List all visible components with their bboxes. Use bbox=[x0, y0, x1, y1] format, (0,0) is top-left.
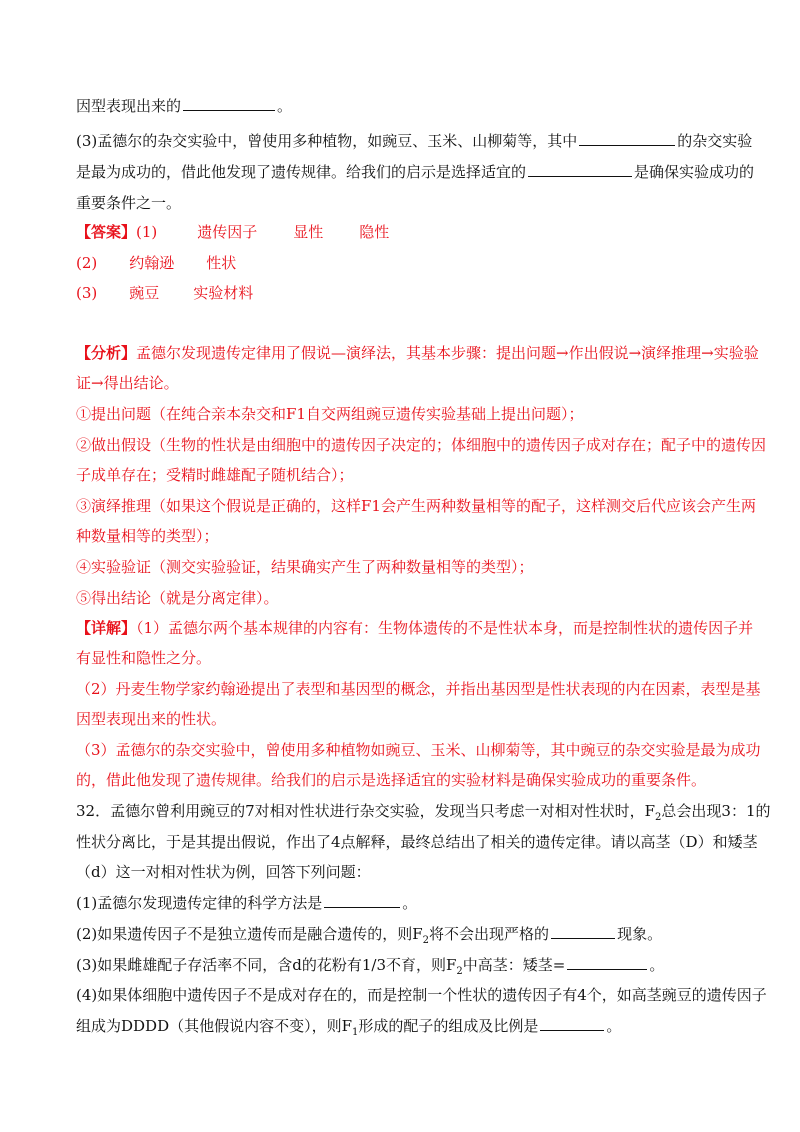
q32-text: 性状分离比，于是其提出假说，作出了4点解释，最终总结出了相关的遗传定律。请以高茎（D）和矮茎 bbox=[76, 833, 758, 851]
q31-line-1 bbox=[76, 96, 292, 116]
q32-text: (2)如果遗传因子不是独立遗传而是融合遗传的，则F bbox=[76, 925, 423, 943]
answer-item: 性状 bbox=[206, 254, 237, 272]
detail-text: （2）丹麦生物学家约翰逊提出了表型和基因型的概念，并指出基因型是性状表现的内在因素，表型是基 bbox=[76, 680, 761, 698]
q31-text: 。 bbox=[277, 97, 293, 115]
analysis-step-1 bbox=[76, 404, 583, 424]
q32-line-3 bbox=[76, 862, 371, 882]
q32-item-1 bbox=[76, 893, 417, 913]
analysis-step-2-line-2 bbox=[76, 465, 354, 485]
detail-line-1 bbox=[76, 618, 753, 638]
q32-item-4-line-1 bbox=[76, 985, 767, 1005]
q31-3-line-3 bbox=[76, 193, 181, 213]
detail-text: （1）孟德尔两个基本规律的内容有：生物体遗传的不是性状本身，而是控制性状的遗传因子并 bbox=[136, 619, 754, 637]
analysis-text: ③演绎推理（如果这个假说是正确的，这样F1会产生两种数量相等的配子，这样测交后代应该会产生两 bbox=[76, 497, 756, 515]
subscript: 1 bbox=[352, 1027, 359, 1038]
q32-text: 。 bbox=[402, 894, 418, 912]
q32-text: 32．孟德尔曾利用豌豆的7对相对性状进行杂交实验，发现当只考虑一对相对性状时，F bbox=[76, 802, 656, 820]
detail-text: （3）孟德尔的杂交实验中，曾使用多种植物如豌豆、玉米、山柳菊等，其中豌豆的杂交实验是最为成功 bbox=[76, 741, 761, 759]
q32-text: 现象。 bbox=[617, 925, 663, 943]
answer-item: 遗传因子 bbox=[197, 223, 258, 241]
q32-line-2 bbox=[76, 832, 758, 852]
detail-text: 的，借此他发现了遗传规律。给我们的启示是选择适宜的实验材料是确保实验成功的重要条件。 bbox=[76, 771, 707, 789]
subscript: 2 bbox=[422, 935, 430, 946]
q32-text: (4)如果体细胞中遗传因子不是成对存在的，而是控制一个性状的遗传因子有4个，如高茎豌豆的遗传因子 bbox=[76, 986, 767, 1004]
answer-row-2 bbox=[76, 253, 236, 273]
answer-blank[interactable] bbox=[567, 955, 647, 970]
answer-item: 实验材料 bbox=[193, 284, 254, 302]
q31-text: 因型表现出来的 bbox=[76, 97, 182, 115]
answer-number: (3) bbox=[76, 284, 98, 302]
answer-blank[interactable] bbox=[540, 1016, 604, 1031]
answer-item: 显性 bbox=[293, 223, 324, 241]
analysis-step-3-line-2 bbox=[76, 526, 219, 546]
q32-text: 形成的配子的组成及比例是 bbox=[358, 1017, 539, 1035]
q32-text: 总会出现3：1的 bbox=[661, 802, 771, 820]
subscript: 2 bbox=[456, 966, 463, 977]
analysis-text: 证→得出结论。 bbox=[76, 374, 179, 392]
analysis-step-5 bbox=[76, 588, 279, 608]
detail-line-5 bbox=[76, 740, 761, 760]
detail-text: 因型表现出来的性状。 bbox=[76, 710, 227, 728]
q31-3-text: 重要条件之一。 bbox=[76, 194, 182, 212]
q31-3-text: 是最为成功的，借此他发现了遗传规律。给我们的启示是选择适宜的 bbox=[76, 163, 527, 181]
answer-row-1 bbox=[76, 222, 389, 242]
detail-line-2 bbox=[76, 648, 211, 668]
q32-text: （d）这一对相对性状为例，回答下列问题： bbox=[76, 863, 371, 881]
q31-3-text: 的杂交实验 bbox=[677, 132, 753, 150]
q32-text: 将不会出现严格的 bbox=[429, 925, 550, 943]
analysis-text: 子成单存在；受精时雌雄配子随机结合）； bbox=[76, 466, 354, 484]
answer-number: (2) bbox=[76, 254, 98, 272]
analysis-tag: 【分析】 bbox=[76, 344, 137, 362]
detail-text: 有显性和隐性之分。 bbox=[76, 649, 212, 667]
analysis-step-2-line-1 bbox=[76, 435, 766, 455]
answer-tag: 【答案】 bbox=[76, 223, 137, 241]
answer-row-3 bbox=[76, 283, 253, 303]
analysis-step-3-line-1 bbox=[76, 496, 756, 516]
answer-item: 豌豆 bbox=[129, 284, 160, 302]
answer-blank[interactable] bbox=[579, 131, 675, 146]
answer-blank[interactable] bbox=[551, 924, 615, 939]
analysis-text: ⑤得出结论（就是分离定律）。 bbox=[76, 589, 279, 607]
analysis-text: ④实验验证（测交实验验证，结果确实产生了两种数量相等的类型）； bbox=[76, 558, 534, 576]
analysis-text: 种数量相等的类型）； bbox=[76, 527, 219, 545]
q31-3-text: (3)孟德尔的杂交实验中，曾使用多种植物，如豌豆、玉米、山柳菊等，其中 bbox=[76, 132, 578, 150]
analysis-text: ①提出问题（在纯合亲本杂交和F1自交两组豌豆遗传实验基础上提出问题）； bbox=[76, 405, 584, 423]
analysis-step-4 bbox=[76, 557, 534, 577]
analysis-line-2 bbox=[76, 373, 179, 393]
q32-text: 。 bbox=[649, 956, 665, 974]
answer-item: 约翰逊 bbox=[129, 254, 175, 272]
detail-tag: 【详解】 bbox=[76, 619, 137, 637]
answer-blank[interactable] bbox=[528, 162, 632, 177]
q32-text: 中高茎：矮茎= bbox=[462, 956, 566, 974]
q31-3-text: 是确保实验成功的 bbox=[634, 163, 755, 181]
q32-item-3 bbox=[76, 955, 664, 975]
subscript: 2 bbox=[655, 812, 662, 823]
answer-number: (1) bbox=[136, 223, 158, 241]
q32-text: 组成为DDDD（其他假说内容不变），则F bbox=[76, 1017, 353, 1035]
q32-item-4-line-2 bbox=[76, 1016, 621, 1036]
answer-blank[interactable] bbox=[183, 96, 275, 111]
answer-item: 隐性 bbox=[359, 223, 390, 241]
q32-text: (3)如果雌雄配子存活率不同，含d的花粉有1/3不育，则F bbox=[76, 956, 457, 974]
analysis-text: 孟德尔发现遗传定律用了假说—演绎法，其基本步骤：提出问题→作出假说→演绎推理→实验验 bbox=[136, 344, 759, 362]
q32-text: 。 bbox=[606, 1017, 622, 1035]
answer-blank[interactable] bbox=[324, 893, 400, 908]
analysis-line-1 bbox=[76, 343, 759, 363]
detail-line-3 bbox=[76, 679, 761, 699]
q31-3-line-1 bbox=[76, 131, 752, 151]
analysis-text: ②做出假设（生物的性状是由细胞中的遗传因子决定的；体细胞中的遗传因子成对存在；配子中的遗传因 bbox=[76, 436, 767, 454]
q32-text: (1)孟德尔发现遗传定律的科学方法是 bbox=[76, 894, 323, 912]
q32-line-1 bbox=[76, 801, 771, 821]
q32-item-2 bbox=[76, 924, 662, 944]
q31-3-line-2 bbox=[76, 162, 754, 182]
detail-line-4 bbox=[76, 709, 226, 729]
detail-line-6 bbox=[76, 770, 706, 790]
